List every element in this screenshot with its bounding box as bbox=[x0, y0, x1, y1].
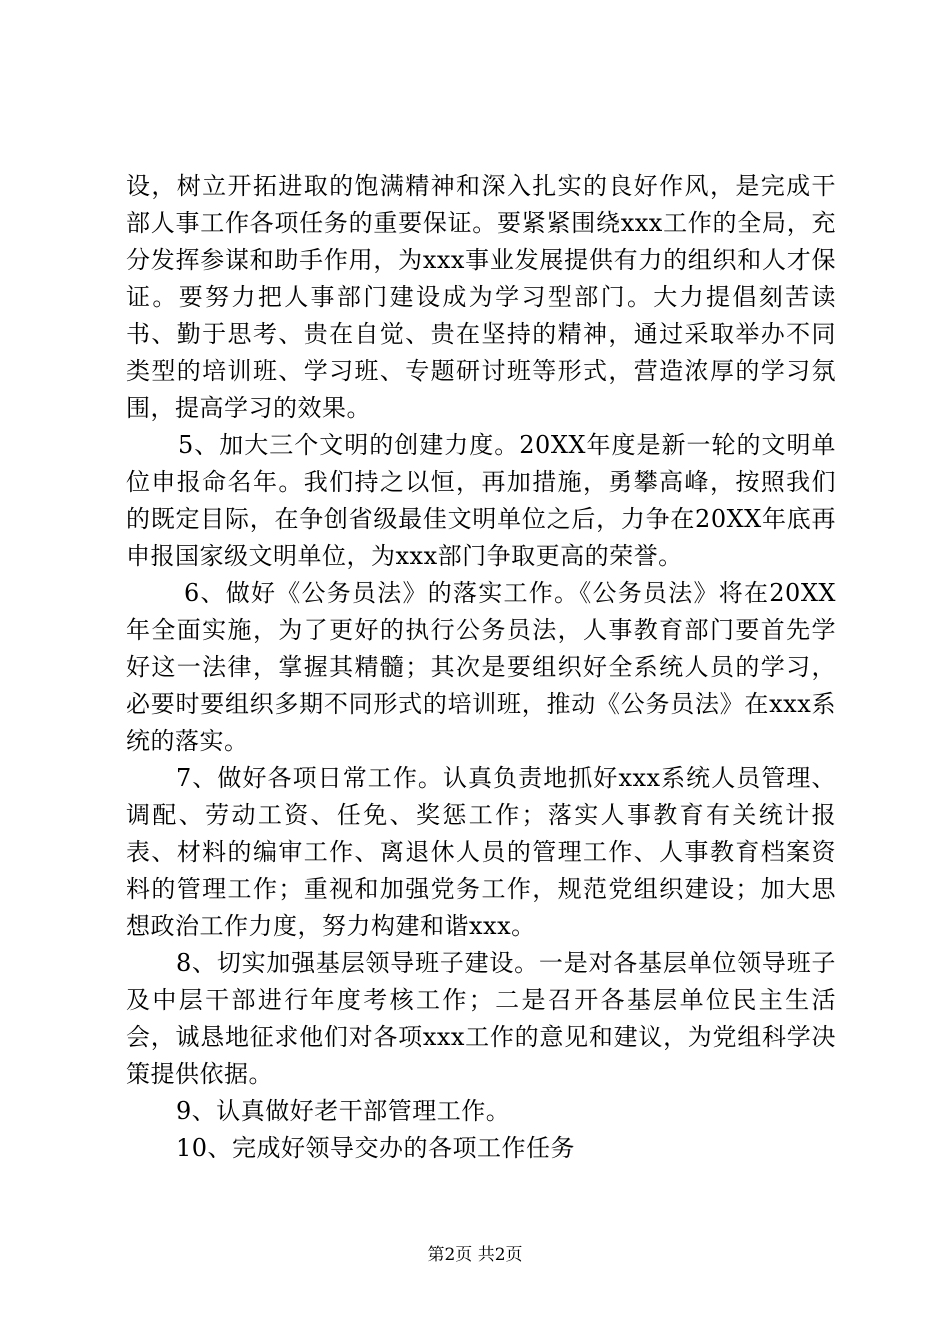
paragraph-continuation: 设，树立开拓进取的饱满精神和深入扎实的良好作风，是完成干部人事工作各项任务的重要保证。要紧紧围绕xxx工作的全局，充分发挥参谋和助手作用，为xxx事业发展提供有力的组织和人才保证。要努力把人事部门建设成为学习型部门。大力提倡刻苦读书、勤于思考、贵在自觉、贵在坚持的精神，通过采取举办不同类型的培训班、学习班、专题研讨班等形式，营造浓厚的学习氛围，提高学习的效果。 bbox=[126, 172, 836, 422]
paragraph-item-7: 7、做好各项日常工作。认真负责地抓好xxx系统人员管理、调配、劳动工资、任免、奖惩工作；落实人事教育有关统计报表、材料的编审工作、离退休人员的管理工作、人事教育档案资料的管理工作；重视和加强党务工作，规范党组织建设；加大思想政治工作力度，努力构建和谐xxx。 bbox=[126, 764, 836, 940]
document-body bbox=[126, 168, 836, 1167]
paragraph-item-9: 9、认真做好老干部管理工作。 bbox=[176, 1097, 511, 1125]
paragraph-item-8: 8、切实加强基层领导班子建设。一是对各基层单位领导班子及中层干部进行年度考核工作；二是召开各基层单位民主生活会，诚恳地征求他们对各项xxx工作的意见和建议，为党组科学决策提供依据。 bbox=[126, 949, 836, 1088]
paragraph-item-5: 5、加大三个文明的创建力度。20XX年度是新一轮的文明单位申报命名年。我们持之以恒，再加措施，勇攀高峰，按照我们的既定目际，在争创省级最佳文明单位之后，力争在20XX年底再申报国家级文明单位，为xxx部门争取更高的荣誉。 bbox=[126, 431, 836, 570]
page-footer bbox=[0, 1244, 950, 1266]
paragraph-item-10: 10、完成好领导交办的各项工作任务 bbox=[176, 1134, 576, 1162]
page-number-label: 第2页 共2页 bbox=[427, 1245, 523, 1265]
paragraph-item-6: 6、做好《公务员法》的落实工作。《公务员法》将在20XX年全面实施，为了更好的执行公务员法，人事教育部门要首先学好这一法律，掌握其精髓；其次是要组织好全系统人员的学习，必要时要组织多期不同形式的培训班，推动《公务员法》在xxx系统的落实。 bbox=[126, 579, 836, 755]
